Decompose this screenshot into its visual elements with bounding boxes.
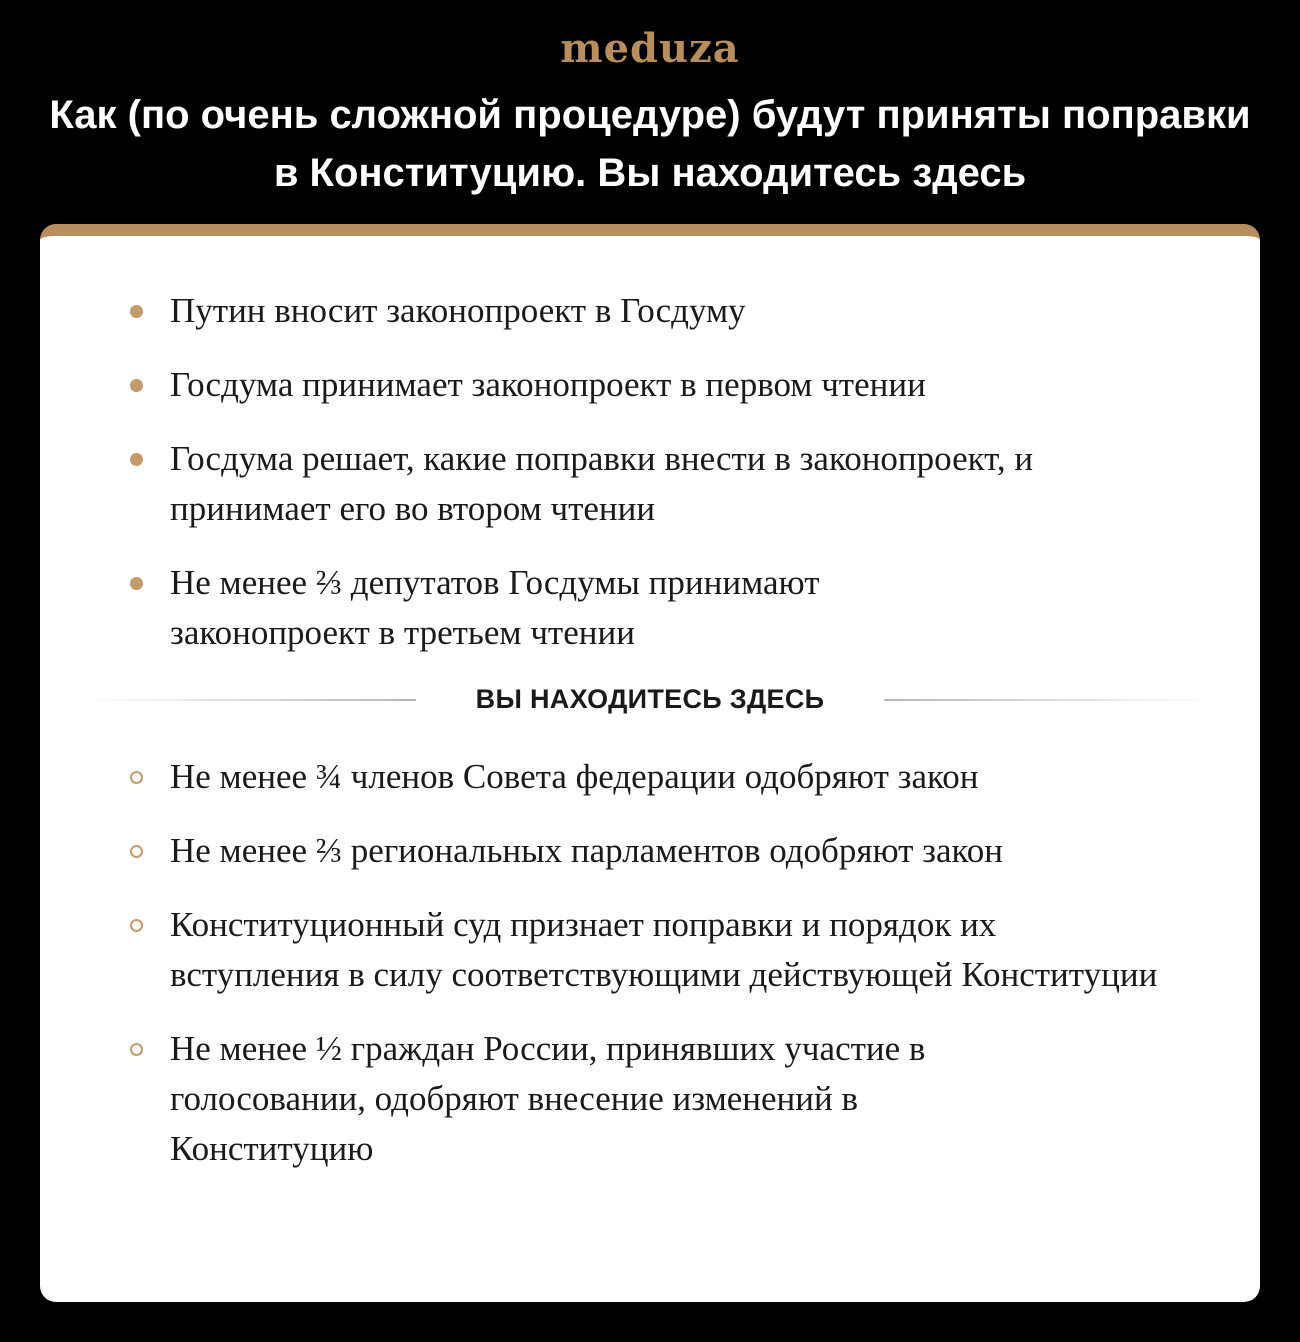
list-item bbox=[130, 434, 1170, 534]
hollow-bullet-icon bbox=[130, 919, 143, 932]
you-are-here-label: ВЫ НАХОДИТЕСЬ ЗДЕСЬ bbox=[475, 684, 825, 714]
step-text: Госдума принимает законопроект в первом чтении bbox=[170, 365, 926, 404]
step-text: Не менее ⅔ депутатов Госдумы принимают законопроект в третьем чтении bbox=[170, 563, 820, 652]
divider-line bbox=[884, 699, 1210, 701]
meduza-logo: meduza bbox=[560, 25, 740, 72]
step-text: Не менее ¾ членов Совета федерации одобряют закон bbox=[170, 757, 979, 796]
pending-steps-list bbox=[130, 752, 1190, 1198]
hollow-bullet-icon bbox=[130, 845, 143, 858]
step-text: Госдума решает, какие поправки внести в законопроект, и принимает его во втором чтении bbox=[170, 439, 1034, 528]
filled-bullet-icon bbox=[130, 305, 143, 318]
step-text: Путин вносит законопроект в Госдуму bbox=[170, 291, 746, 330]
step-text: Не менее ⅔ региональных парламентов одобряют закон bbox=[170, 831, 1003, 870]
hollow-bullet-icon bbox=[130, 1043, 143, 1056]
list-item bbox=[130, 900, 1170, 1000]
hollow-bullet-icon bbox=[130, 771, 143, 784]
filled-bullet-icon bbox=[130, 453, 143, 466]
page-title: Как (по очень сложной процедуре) будут приняты поправки в Конституцию. Вы находитесь здесь bbox=[49, 93, 1251, 195]
step-text: Не менее ½ граждан России, принявших участие в голосовании, одобряют внесение изменений в Конституцию bbox=[170, 1029, 926, 1168]
list-item bbox=[130, 558, 990, 658]
completed-steps-list bbox=[130, 286, 1190, 682]
filled-bullet-icon bbox=[130, 379, 143, 392]
list-item bbox=[130, 286, 1190, 336]
list-item bbox=[130, 826, 1190, 876]
filled-bullet-icon bbox=[130, 577, 143, 590]
procedure-card bbox=[40, 224, 1260, 1302]
divider-line bbox=[90, 699, 416, 701]
list-item bbox=[130, 752, 1190, 802]
list-item bbox=[130, 360, 1190, 410]
list-item bbox=[130, 1024, 1050, 1174]
step-text: Конституционный суд признает поправки и порядок их вступления в силу соответствующими действующей Конституции bbox=[170, 905, 1158, 994]
you-are-here-divider bbox=[90, 679, 1210, 719]
